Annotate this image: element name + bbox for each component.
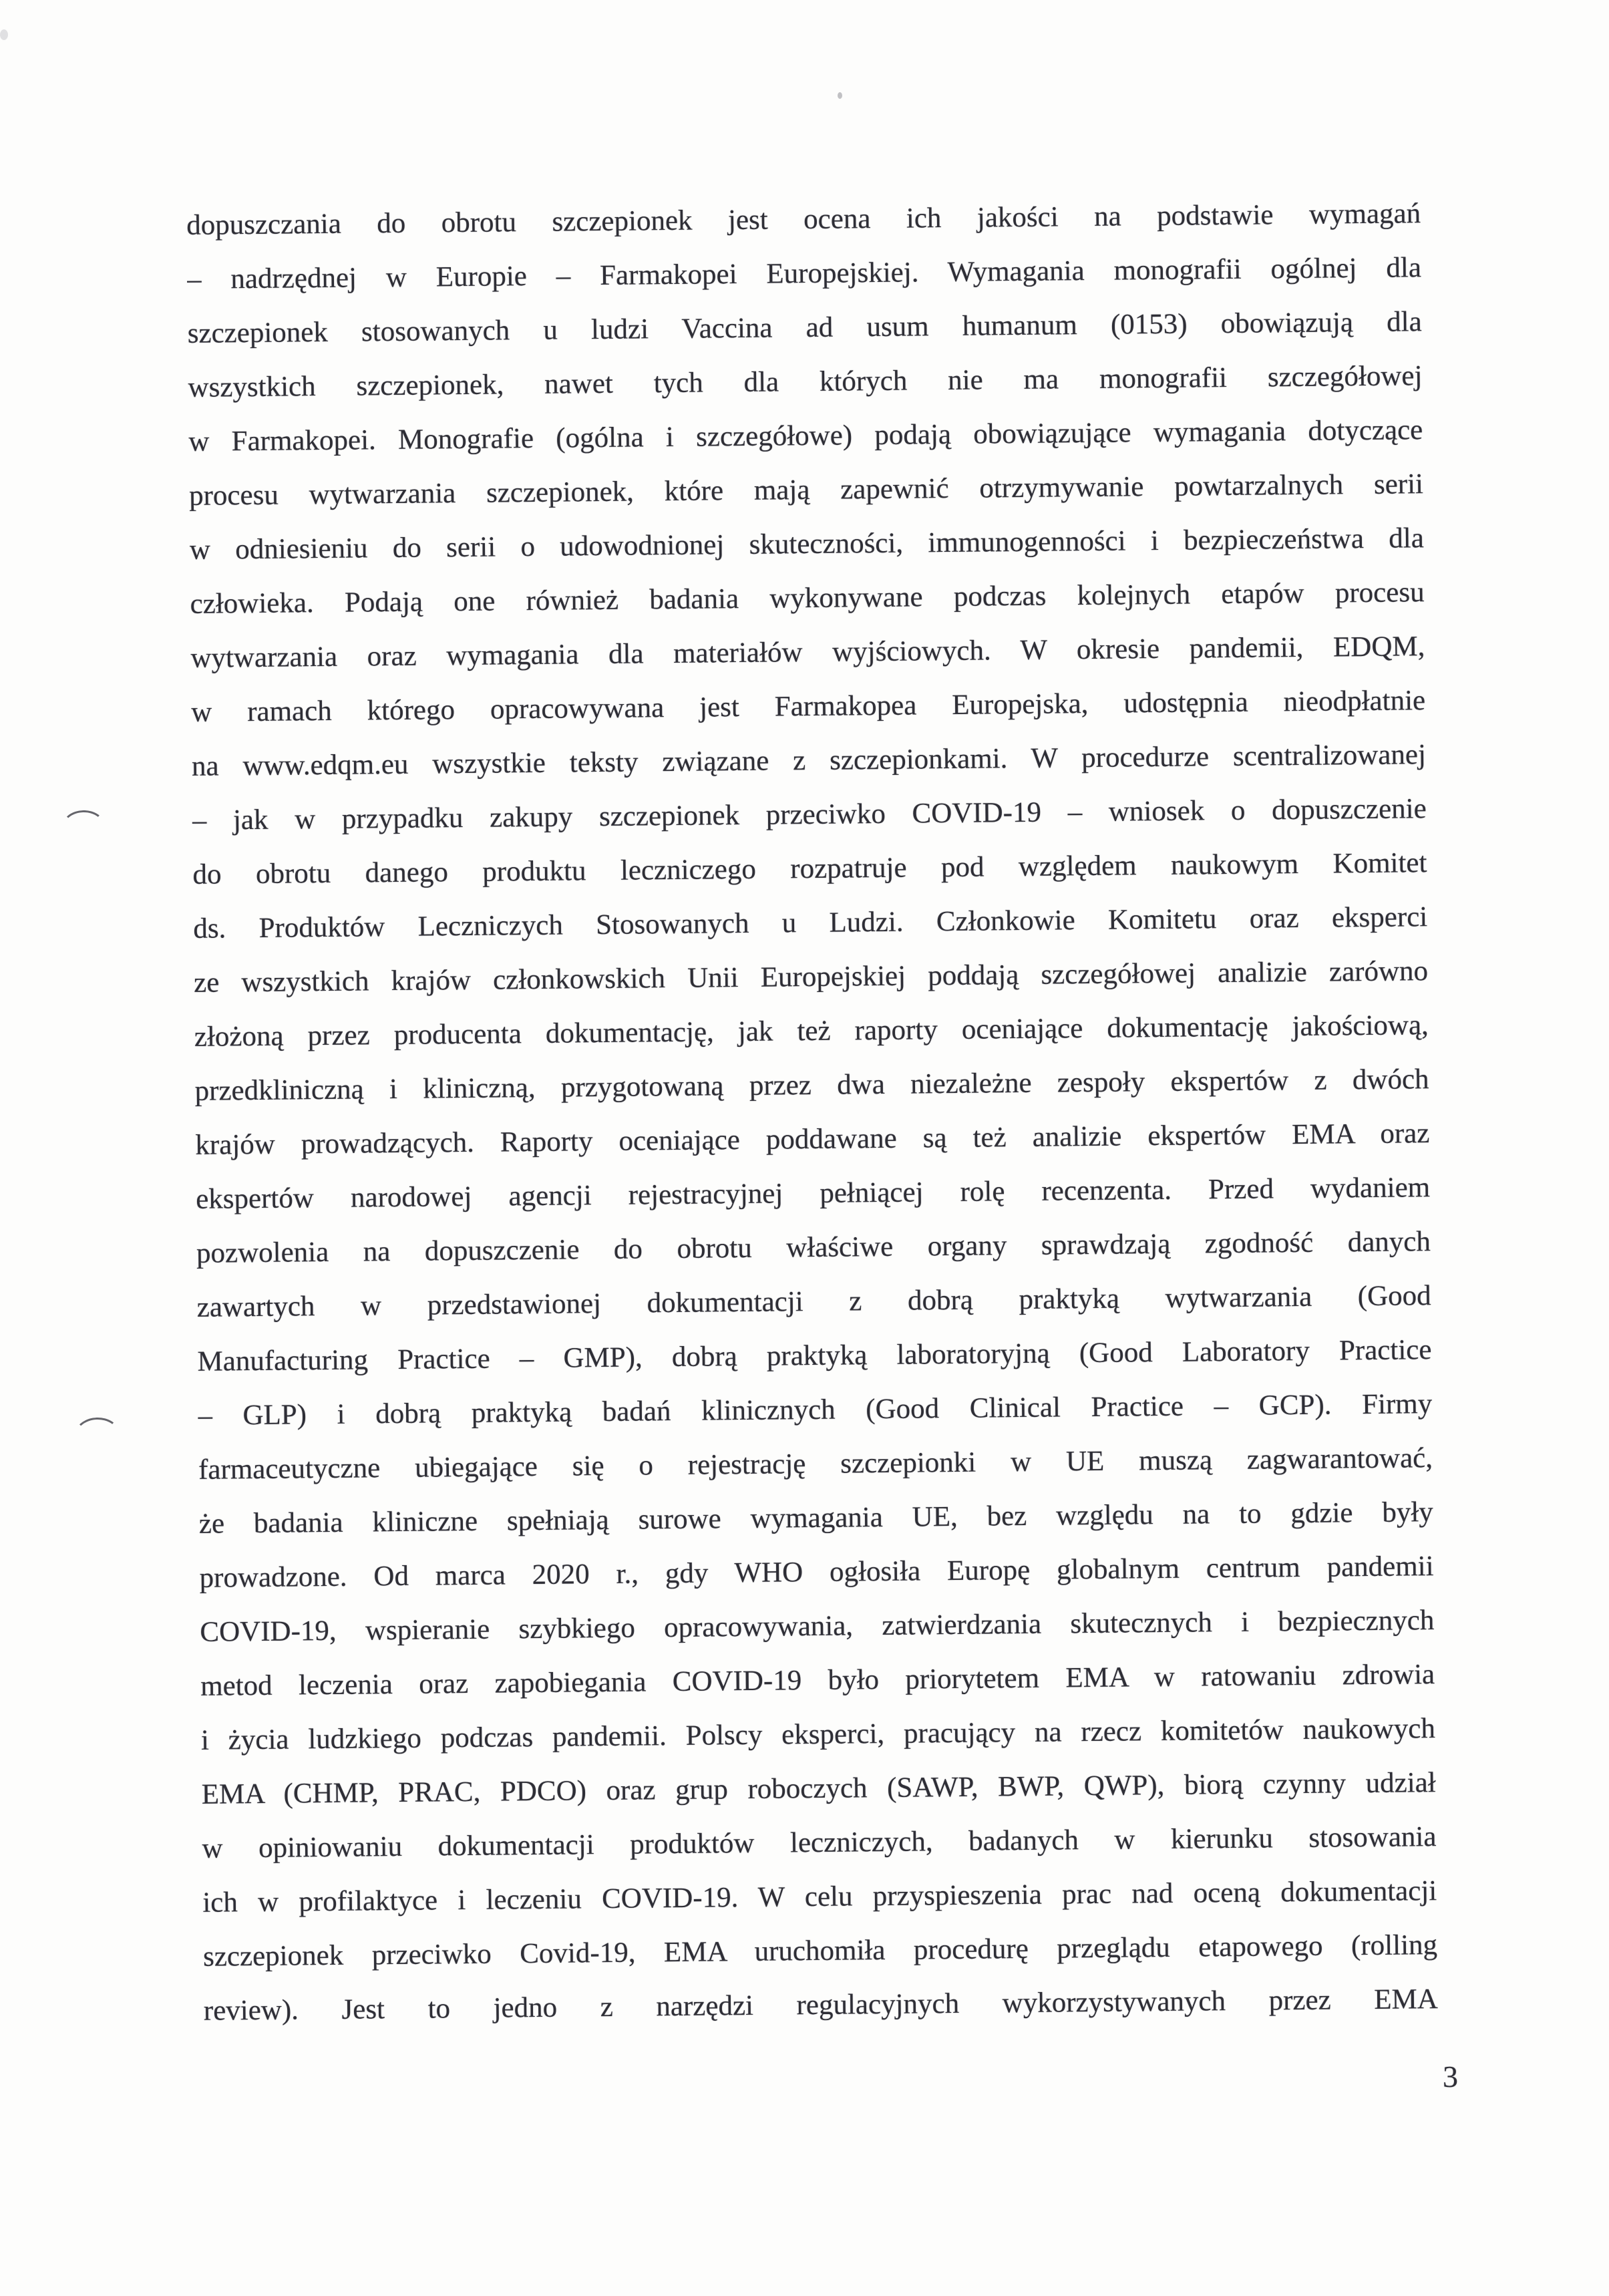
body-text-block — [186, 186, 1438, 2038]
text-line: w opiniowaniu dokumentacji produktów leczniczych, badanych w kierunku stosowania — [202, 1821, 1437, 1864]
text-line: w odniesieniu do serii o udowodnionej skuteczności, immunogenności i bezpieczeństwa dla — [189, 522, 1425, 566]
text-line: że badania kliniczne spełniają surowe wymagania UE, bez względu na to gdzie były — [198, 1496, 1434, 1540]
text-line: ich w profilaktyce i leczeniu COVID-19. W celu przyspieszenia prac nad oceną dokumentacji — [202, 1875, 1437, 1919]
text-line: ekspertów narodowej agencji rejestracyjnej pełniącej rolę recenzenta. Przed wydaniem — [195, 1172, 1431, 1215]
text-line: szczepionek przeciwko Covid-19, EMA uruchomiła procedurę przeglądu etapowego (rolling — [202, 1929, 1438, 1973]
text-line: dopuszczania do obrotu szczepionek jest ocena ich jakości na podstawie wymagań — [186, 198, 1421, 241]
page-number: 3 — [1443, 2060, 1458, 2094]
handwritten-arc-mark-top — [61, 810, 106, 846]
text-line: w Farmakopei. Monografie (ogólna i szczegółowe) podają obowiązujące wymagania dotyczące — [188, 414, 1423, 458]
handwritten-arc-mark-bottom — [73, 1416, 122, 1455]
text-line: – GLP) i dobrą praktyką badań klinicznych (Good Clinical Practice – GCP). Firmy — [198, 1388, 1433, 1432]
text-line: prowadzone. Od marca 2020 r., gdy WHO ogłosiła Europę globalnym centrum pandemii — [199, 1550, 1434, 1594]
text-line: COVID-19, wspieranie szybkiego opracowywania, zatwierdzania skutecznych i bezpiecznych — [200, 1605, 1435, 1648]
text-line: wszystkich szczepionek, nawet tych dla których nie ma monografii szczegółowej — [188, 360, 1423, 403]
text-line: krajów prowadzących. Raporty oceniające poddawane są też analizie ekspertów EMA oraz — [195, 1118, 1430, 1161]
scan-speck-artifact — [838, 92, 842, 99]
text-line: ze wszystkich krajów członkowskich Unii Europejskiej poddają szczegółowej analizie zarówno — [193, 955, 1429, 999]
text-line: procesu wytwarzania szczepionek, które mają zapewnić otrzymywanie powtarzalnych serii — [188, 468, 1424, 512]
text-line: Manufacturing Practice – GMP), dobrą praktyką laboratoryjną (Good Laboratory Practice — [197, 1334, 1432, 1377]
text-line: – jak w przypadku zakupy szczepionek przeciwko COVID-19 – wniosek o dopuszczenie — [192, 793, 1427, 836]
text-line: do obrotu danego produktu leczniczego rozpatruje pod względem naukowym Komitet — [192, 847, 1427, 890]
text-line: przedkliniczną i kliniczną, przygotowaną przez dwa niezależne zespoły ekspertów z dwóch — [194, 1063, 1429, 1107]
text-line: EMA (CHMP, PRAC, PDCO) oraz grup roboczych (SAWP, BWP, QWP), biorą czynny udział — [201, 1767, 1436, 1810]
text-line: – nadrzędnej w Europie – Farmakopei Europejskiej. Wymagania monografii ogólnej dla — [186, 252, 1422, 295]
text-line: metod leczenia oraz zapobiegania COVID-19 było priorytetem EMA w ratowaniu zdrowia — [200, 1659, 1435, 1702]
text-line: szczepionek stosowanych u ludzi Vaccina ad usum humanum (0153) obowiązują dla — [187, 306, 1422, 349]
text-line: człowieka. Podają one również badania wykonywane podczas kolejnych etapów procesu — [190, 577, 1425, 620]
text-line: wytwarzania oraz wymagania dla materiałów wyjściowych. W okresie pandemii, EDQM, — [190, 631, 1425, 674]
text-line: ds. Produktów Leczniczych Stosowanych u Ludzi. Członkowie Komitetu oraz eksperci — [193, 901, 1428, 945]
text-line: i życia ludzkiego podczas pandemii. Polscy eksperci, pracujący na rzecz komitetów naukowych — [200, 1713, 1436, 1756]
text-line: w ramach którego opracowywana jest Farmakopea Europejska, udostępnia nieodpłatnie — [190, 685, 1426, 728]
text-line: farmaceutyczne ubiegające się o rejestrację szczepionki w UE muszą zagwarantować, — [198, 1442, 1433, 1486]
text-line: złożoną przez producenta dokumentację, jak też raporty oceniające dokumentację jakościową, — [194, 1009, 1429, 1053]
scan-smudge-artifact — [0, 29, 8, 40]
text-line: review). Jest to jedno z narzędzi regulacyjnych wykorzystywanych przez EMA — [203, 1983, 1439, 2027]
text-line: zawartych w przedstawionej dokumentacji z dobrą praktyką wytwarzania (Good — [196, 1280, 1431, 1323]
text-line: pozwolenia na dopuszczenie do obrotu właściwe organy sprawdzają zgodność danych — [196, 1226, 1431, 1269]
text-line: na www.edqm.eu wszystkie teksty związane z szczepionkami. W procedurze scentralizowanej — [191, 739, 1427, 782]
